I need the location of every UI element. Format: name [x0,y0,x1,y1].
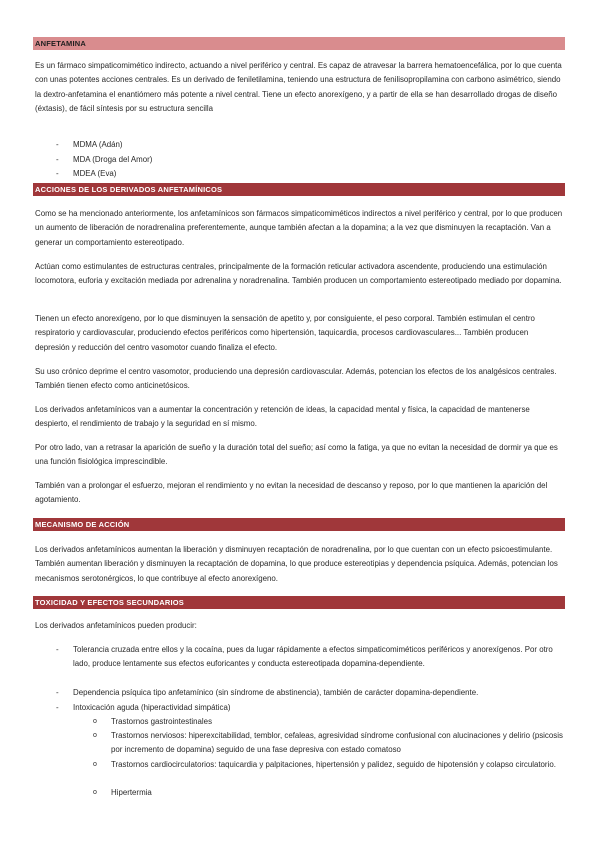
acciones-paragraph: Su uso crónico deprime el centro vasomotor, produciendo una depresión cardiovascular. Además, potencian los efectos de los analgésicos centrales. También tienen efecto como anticinetósicos. [35,367,557,391]
section-heading-toxicidad: TOXICIDAD Y EFECTOS SECUNDARIOS [33,596,565,609]
list-dash: - [56,140,59,149]
list-dash: - [56,155,59,164]
sublist-item: Hipertermia [111,788,152,797]
acciones-paragraph: También van a prolongar el esfuerzo, mejoran el rendimiento y no evitan la necesidad de descanso y reposo, por lo que mantienen la aparición del agotamiento. [35,481,548,505]
list-item: MDEA (Eva) [73,169,117,178]
list-dash: - [56,645,59,654]
sublist-item: Trastornos gastrointestinales [111,717,213,726]
acciones-paragraph: Como se ha mencionado anteriormente, los anfetamínicos son fármacos simpaticomiméticos indirectos a nivel periférico y central, por lo que producen un aumento de liberación de noradrenalina preferentemente, aunque también afectan a la dopamina; a la vez que disminuyen la recaptación. Van a generar un comportamiento estereotipado. [35,209,563,247]
list-item: MDMA (Adán) [73,140,123,149]
list-dash: - [56,688,59,697]
mecanismo-paragraph: Los derivados anfetamínicos aumentan la liberación y disminuyen recaptación de noradrenalina, por lo que cuentan con un efecto psicoestimulante. También aumentan liberación y disminuyen la recaptación de dopamina, lo que produce estereotipias y dependencia psíquica. Además, potencian los mecanismos serotonérgicos, lo que contribuye al efecto anorexígeno. [35,545,558,583]
sublist-item: Trastornos nerviosos: hiperexcitabilidad, temblor, cefaleas, agresividad síndrome confusional con alucinaciones y delirio (psicosis por incremento de dopamina) seguido de una fase depresiva con estado comatoso [111,731,563,755]
list-item: Dependencia psíquica tipo anfetamínico (sin síndrome de abstinencia), también de carácter dopamina-dependiente. [73,688,479,697]
acciones-paragraph: Los derivados anfetamínicos van a aumentar la concentración y retención de ideas, la capacidad mental y física, la capacidad de mantenerse despierto, el rendimiento de trabajo y la seguridad en sí mismo. [35,405,530,429]
acciones-paragraph: Por otro lado, van a retrasar la aparición de sueño y la duración total del sueño; así como la fatiga, ya que no evitan la necesidad de dormir ya que es una función fisiológica imprescindible. [35,443,558,467]
list-item: Tolerancia cruzada entre ellos y la cocaína, pues da lugar rápidamente a efectos simpaticomiméticos periféricos y anorexígenos. Por otro lado, produce lentamente sus efectos euforicantes y conducta estereotipada dopamina-dependiente. [73,645,553,669]
sublist-bullet: o [93,732,97,739]
acciones-paragraph: Tienen un efecto anorexígeno, por lo que disminuyen la sensación de apetito y, por consiguiente, el peso corporal. También estimulan el centro respiratorio y cardiovascular, produciendo efectos periféricos como hipertensión, taquicardia, procesos cardiovasculares... También producen depresión y reducción del centro vasomotor cuando finaliza el efecto. [35,314,535,352]
section-heading-acciones: ACCIONES DE LOS DERIVADOS ANFETAMÍNICOS [33,183,565,196]
list-item: MDA (Droga del Amor) [73,155,153,164]
acciones-paragraph: Actúan como estimulantes de estructuras centrales, principalmente de la formación reticular activadora ascendente, produciendo una estimulación locomotora, euforia y excitación mediada por adrenalina y noradrenalina. También producen un comportamiento estereotipado mediado por dopamina. [35,262,562,286]
sublist-bullet: o [93,718,97,725]
list-dash: - [56,169,59,178]
sublist-bullet: o [93,789,97,796]
section-heading-anfetamina: ANFETAMINA [33,37,565,50]
list-item: Intoxicación aguda (hiperactividad simpática) [73,703,231,712]
sublist-bullet: o [93,761,97,768]
sublist-item: Trastornos cardiocirculatorios: taquicardia y palpitaciones, hipertensión y palidez, seguido de hipotensión y colapso circulatorio. [111,760,556,769]
list-dash: - [56,703,59,712]
toxicidad-intro: Los derivados anfetamínicos pueden producir: [35,621,197,630]
anfetamina-intro: Es un fármaco simpaticomimético indirecto, actuando a nivel periférico y central. Es capaz de atravesar la barrera hematoencefálica, por lo que cuenta con unas potentes acciones centrales. Es un derivado de feniletilamina, teniendo una estructura de fenilisopropilamina con carbono asimétrico, siendo la dextro-anfetamina el enantiómero más potente a nivel central. Tiene un efecto anorexígeno, y a partir de ella se han desarrollado drogas de diseño (éxtasis), de fácil síntesis por su estructura sencilla [35,61,562,113]
section-heading-mecanismo: MECANISMO DE ACCIÓN [33,518,565,531]
